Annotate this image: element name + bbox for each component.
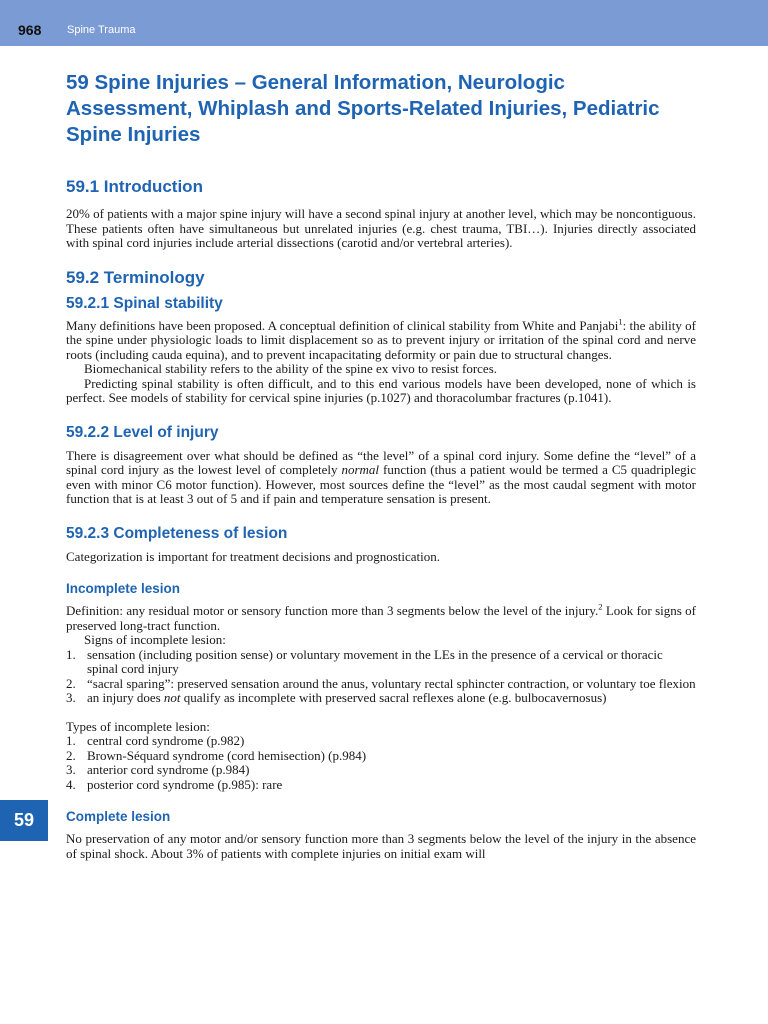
predicting-stability-paragraph: Predicting spinal stability is often difficult, and to this end various models have been developed, none of which is perfect. See models of stability for cervical spine injuries (p.1027) and thoracolumbar fractures (p.1041). — [66, 375, 696, 405]
section-heading-terminology: 59.2 Terminology — [66, 267, 205, 287]
chapter-title: 59 Spine Injuries – General Information, Neurologic Assessment, Whiplash and Sports-Related Injuries, Pediatric Spine Injuries — [66, 71, 660, 146]
list-item: 3. anterior cord syndrome (p.984) — [66, 762, 250, 777]
chapter-tab: 59 — [0, 800, 48, 841]
page-content — [66, 70, 696, 861]
list-item: 1. central cord syndrome (p.982) — [66, 733, 245, 748]
subsection-heading-completeness: 59.2.3 Completeness of lesion — [66, 524, 288, 542]
list-item: 4. posterior cord syndrome (p.985): rare — [66, 776, 283, 792]
list-item: 2. “sacral sparing”: preserved sensation around the anus, voluntary rectal sphincter contraction, or voluntary toe flexion — [66, 675, 696, 691]
subsection-heading-level-of-injury: 59.2.2 Level of injury — [66, 423, 219, 441]
completeness-paragraph: Categorization is important for treatment decisions and prognostication. — [66, 548, 441, 564]
stability-paragraph: Many definitions have been proposed. A conceptual definition of clinical stability from White and Panjabi$^1$: the ability of the spine under physiologic loads to limit displacement so as to prevent injury or irritation of the spinal cord and nerve roots (including cauda equina), and to prevent incapacitating deformity or pain due to structural changes. — [66, 316, 697, 362]
types-intro: Types of incomplete lesion: — [66, 718, 210, 734]
reference-1: 1 — [618, 316, 623, 327]
section-heading-introduction: 59.1 Introduction — [66, 177, 203, 196]
list-item: 1. sensation (including position sense) or voluntary movement in the LEs in the presence of a cervical or thoracic spinal cord injury — [66, 646, 663, 676]
page-number: 968 — [18, 22, 42, 38]
intro-paragraph: 20% of patients with a major spine injury will have a second spinal injury at another level, which may be noncontiguous. These patients often have simultaneous but unrelated injuries (e.g. chest trauma, TBI…). Injuries directly associated with spinal cord injuries include arterial dissections (carotid and/or vertebral arteries). — [66, 206, 696, 250]
header-bar — [0, 0, 768, 46]
list-item: 3. an injury does not qualify as incomplete with preserved sacral reflexes alone (e.g. bulbocavernosus) — [66, 690, 607, 705]
running-head: Spine Trauma — [67, 24, 136, 36]
incomplete-definition: Definition: any residual motor or sensory function more than 3 segments below the level of the injury.$^2$ Look for signs of preserved long-tract function. — [66, 601, 696, 633]
list-item: 2. Brown-Séquard syndrome (cord hemisection) (p.984) — [66, 747, 367, 763]
biomechanical-paragraph: Biomechanical stability refers to the ability of the spine ex vivo to resist forces. — [84, 361, 497, 376]
incomplete-lesion-heading: Incomplete lesion — [66, 581, 181, 596]
reference-2: 2 — [598, 601, 603, 612]
complete-lesion-paragraph: No preservation of any motor and/or sensory function more than 3 segments below the level of the injury in the absence of spinal shock. About 3% of patients with complete injuries on initial exam will — [66, 831, 696, 861]
signs-intro: Signs of incomplete lesion: — [84, 632, 226, 647]
complete-lesion-heading: Complete lesion — [66, 809, 171, 824]
subsection-heading-spinal-stability: 59.2.1 Spinal stability — [66, 294, 223, 312]
level-paragraph: There is disagreement over what should be defined as “the level” of a spinal cord injury. Some define the “level” of a spinal cord injury as the lowest level of completely normal function (thus a patient would be termed a C5 quadriplegic even with minor C6 motor function). However, most sources define the “level” as the most caudal segment with motor function that is at least 3 out of 5 and if pain and temperature sensation is present. — [66, 447, 696, 506]
signs-list — [66, 648, 696, 706]
types-list — [66, 734, 696, 792]
